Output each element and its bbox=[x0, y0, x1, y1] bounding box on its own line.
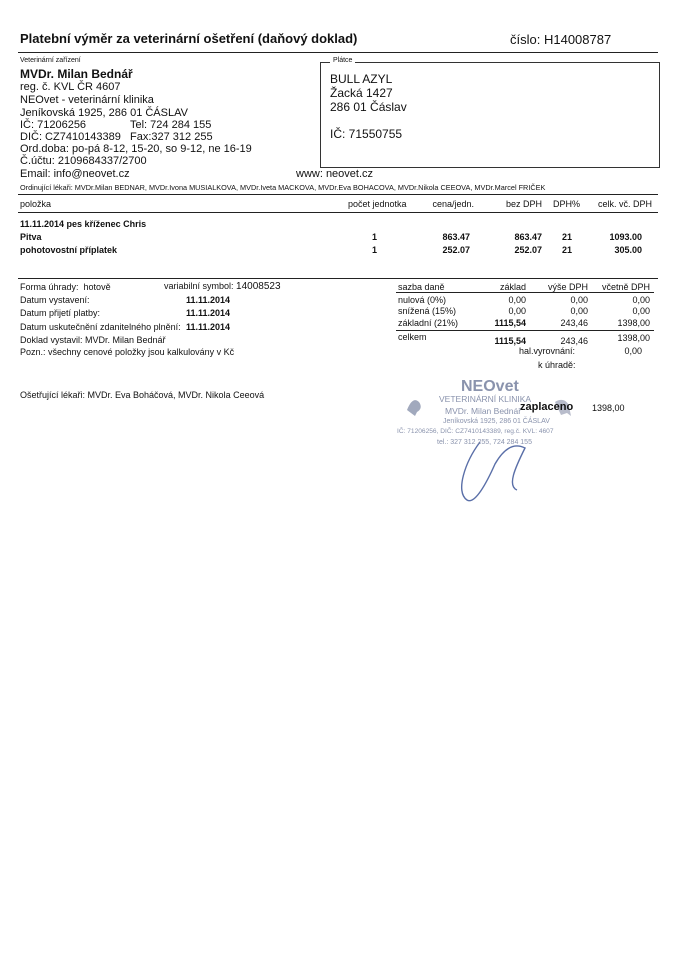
item-net: 863.47 bbox=[514, 232, 542, 242]
stamp-line4: IČ: 71206256, DIČ: CZ7410143389, reg.č. KVL: 4607 bbox=[397, 428, 554, 435]
vat-header-rate: sazba daně bbox=[398, 282, 445, 292]
document-number bbox=[510, 32, 611, 47]
payment-method bbox=[20, 282, 111, 292]
provider-address: Jeníkovská 1925, 286 01 ČÁSLAV bbox=[20, 107, 188, 119]
number-label: číslo: bbox=[510, 32, 541, 47]
payment-method-label: Forma úhrady: bbox=[20, 282, 79, 292]
vat-rate: nulová (0%) bbox=[398, 295, 447, 305]
items-header-net: bez DPH bbox=[505, 199, 542, 209]
provider-caption: Veterinární zařízení bbox=[20, 57, 81, 64]
variable-symbol bbox=[164, 281, 281, 292]
items-top-divider bbox=[18, 194, 658, 195]
item-name: pohotovostní příplatek bbox=[20, 245, 118, 255]
vat-header-base: základ bbox=[499, 282, 526, 292]
stamp-line5: tel.: 327 312 255, 724 284 155 bbox=[437, 439, 532, 446]
provider-name: MVDr. Milan Bednář bbox=[20, 67, 133, 81]
provider-dic: DIČ: CZ7410143389 bbox=[20, 131, 121, 143]
vat-header-vat: výše DPH bbox=[547, 282, 588, 292]
item-name: Pitva bbox=[20, 232, 42, 242]
document-title: Platební výměr za veterinární ošetření (daňový doklad) bbox=[20, 31, 358, 46]
issued-label: Datum vystavení: bbox=[20, 295, 90, 305]
signature-icon bbox=[462, 442, 525, 501]
provider-doctors: Ordinující lékaři: MVDr.Milan BEDNAR, MVDr.Ivona MUSIALKOVA, MVDr.Iveta MACKOVA, MVDr.Eva BOHACOVA, MVDr.Nikola CEEOVA, MVDr.Marcel FRIČEK bbox=[20, 183, 546, 192]
vat-amount: 0,00 bbox=[570, 295, 588, 305]
payer-ic: IČ: 71550755 bbox=[330, 127, 403, 141]
number-value: H14008787 bbox=[543, 32, 612, 47]
provider-ic: IČ: 71206256 bbox=[20, 119, 87, 131]
to-pay-label: k úhradě: bbox=[538, 360, 576, 370]
provider-hours: Ord.doba: po-pá 8-12, 15-20, so 9-12, ne 16-19 bbox=[20, 143, 252, 155]
provider-reg: reg. č. KVL ČR 4607 bbox=[20, 81, 121, 93]
item-total: 305.00 bbox=[614, 245, 642, 255]
item-vat: 21 bbox=[562, 232, 573, 242]
items-header-vat: DPH% bbox=[553, 199, 581, 209]
vat-base: 0,00 bbox=[508, 306, 526, 316]
payer-name: BULL AZYL bbox=[330, 72, 393, 86]
stamp-line3: Jeníkovská 1925, 286 01 ČÁSLAV bbox=[443, 418, 550, 425]
stamp-brand: NEOvet bbox=[461, 378, 519, 395]
item-unit-price: 863.47 bbox=[442, 232, 470, 242]
paid-value: 1398,00 bbox=[592, 403, 625, 413]
rounding-label: hal.vyrovnání: bbox=[519, 346, 576, 356]
vs-value: 14008523 bbox=[236, 281, 281, 292]
vat-rate: snížená (15%) bbox=[398, 306, 457, 316]
vat-total-divider bbox=[396, 330, 654, 331]
items-header-item: položka bbox=[20, 199, 52, 209]
item-net: 252.07 bbox=[514, 245, 542, 255]
provider-email: Email: info@neovet.cz bbox=[20, 168, 130, 180]
vat-amount: 243,46 bbox=[560, 318, 588, 328]
items-header-divider bbox=[18, 212, 658, 213]
vat-header-divider bbox=[396, 292, 654, 293]
taxable-value: 11.11.2014 bbox=[186, 322, 231, 332]
provider-tel: Tel: 724 284 155 bbox=[130, 119, 212, 131]
provider-clinic: NEOvet - veterinární klinika bbox=[20, 94, 154, 106]
payer-city: 286 01 Čáslav bbox=[330, 100, 407, 114]
vat-rate: základní (21%) bbox=[398, 318, 459, 328]
item-qty: 1 bbox=[372, 232, 378, 242]
vat-total: 0,00 bbox=[632, 306, 650, 316]
items-header-qty: počet jednotka bbox=[348, 199, 407, 209]
taxable-label: Datum uskutečnění zdanitelného plnění: bbox=[20, 322, 181, 332]
paid-label: zaplaceno bbox=[520, 401, 574, 413]
note: Pozn.: všechny cenové položky jsou kalkulovány v Kč bbox=[20, 347, 235, 357]
payment-divider bbox=[18, 278, 658, 279]
item-unit-price: 252.07 bbox=[442, 245, 470, 255]
provider-account: Č.účtu: 2109684337/2700 bbox=[20, 155, 147, 167]
issuer: Doklad vystavil: MVDr. Milan Bednář bbox=[20, 335, 166, 345]
header-divider bbox=[18, 52, 658, 53]
stamp-line2: MVDr. Milan Bednář bbox=[445, 406, 522, 416]
items-group-label: 11.11.2014 pes kříženec Chris bbox=[20, 219, 147, 229]
clinic-stamp bbox=[395, 372, 595, 507]
item-total: 1093.00 bbox=[609, 232, 642, 242]
treating-doctors: Ošetřující lékaři: MVDr. Eva Boháčová, MVDr. Nikola Ceeová bbox=[20, 390, 265, 400]
received-value: 11.11.2014 bbox=[186, 308, 231, 318]
vat-total-vat: 243,46 bbox=[560, 336, 588, 346]
payment-method-value: hotově bbox=[83, 282, 111, 292]
vat-amount: 0,00 bbox=[570, 306, 588, 316]
provider-www: www: neovet.cz bbox=[296, 168, 374, 180]
items-header-unit: cena/jedn. bbox=[432, 199, 474, 209]
rounding-value: 0,00 bbox=[624, 346, 642, 356]
cat-silhouette-icon bbox=[407, 400, 421, 416]
received-label: Datum přijetí platby: bbox=[20, 308, 101, 318]
vat-base: 0,00 bbox=[508, 295, 526, 305]
items-header-total: celk. vč. DPH bbox=[597, 199, 652, 209]
stamp-line1: VETERINÁRNÍ KLINIKA bbox=[439, 394, 532, 404]
payer-caption: Plátce bbox=[330, 57, 355, 64]
vat-total: 1398,00 bbox=[617, 318, 650, 328]
payer-street: Žacká 1427 bbox=[330, 86, 393, 100]
vat-total-label: celkem bbox=[398, 332, 427, 342]
vat-base: 1115,54 bbox=[494, 318, 526, 328]
vat-total-sum: 1398,00 bbox=[617, 333, 650, 343]
provider-fax: Fax:327 312 255 bbox=[130, 131, 213, 143]
vat-header-total: včetně DPH bbox=[601, 282, 650, 292]
item-vat: 21 bbox=[562, 245, 573, 255]
vat-total: 0,00 bbox=[632, 295, 650, 305]
vat-total-base: 1115,54 bbox=[494, 336, 526, 346]
item-qty: 1 bbox=[372, 245, 378, 255]
issued-value: 11.11.2014 bbox=[186, 295, 231, 305]
vs-label: variabilní symbol: bbox=[164, 281, 234, 291]
